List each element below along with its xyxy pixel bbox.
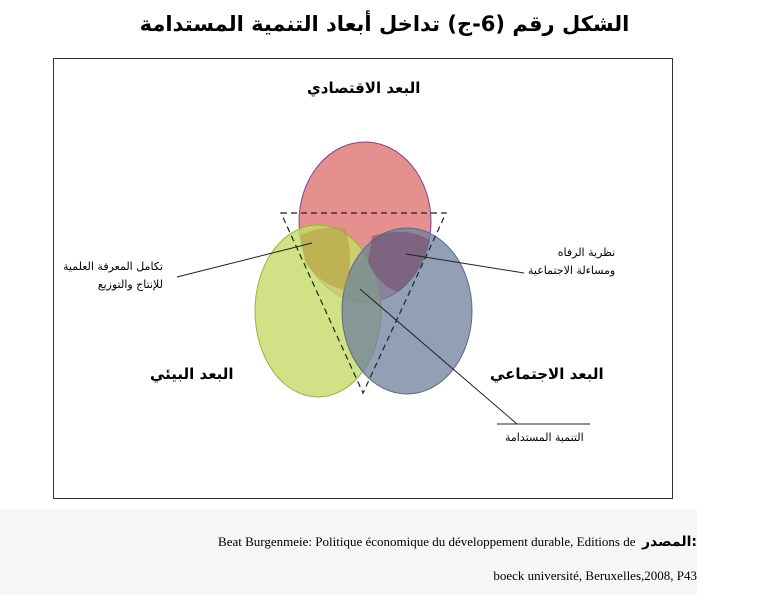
callout-left-line1: تكامل المعرفة العلمية <box>63 260 163 273</box>
callout-left <box>63 258 163 294</box>
source-citation-line2: boeck université, Beruxelles,2008, P43 <box>493 568 697 583</box>
source-line1 <box>218 534 697 550</box>
callout-right <box>528 244 615 280</box>
callout-left-line2: للإنتاج والتوزيع <box>97 278 163 291</box>
economic-dimension-label: البعد الاقتصادي <box>307 79 421 97</box>
source-label: المصدر: <box>642 534 697 550</box>
callout-right-line2: ومساءلة الاجتماعية <box>528 264 616 277</box>
social-dimension-label: البعد الاجتماعي <box>490 365 604 383</box>
callout-center: التنمية المستدامة <box>505 431 584 444</box>
source-citation-line1: Beat Burgenmeie: Politique économique du développement durable, Editions de <box>218 534 636 549</box>
callout-right-line1: نظرية الرفاه <box>557 246 616 259</box>
figure-title: الشكل رقم (6-ج) تداخل أبعاد التنمية المستدامة <box>139 12 630 36</box>
environmental-dimension-label: البعد البيئي <box>150 365 234 383</box>
